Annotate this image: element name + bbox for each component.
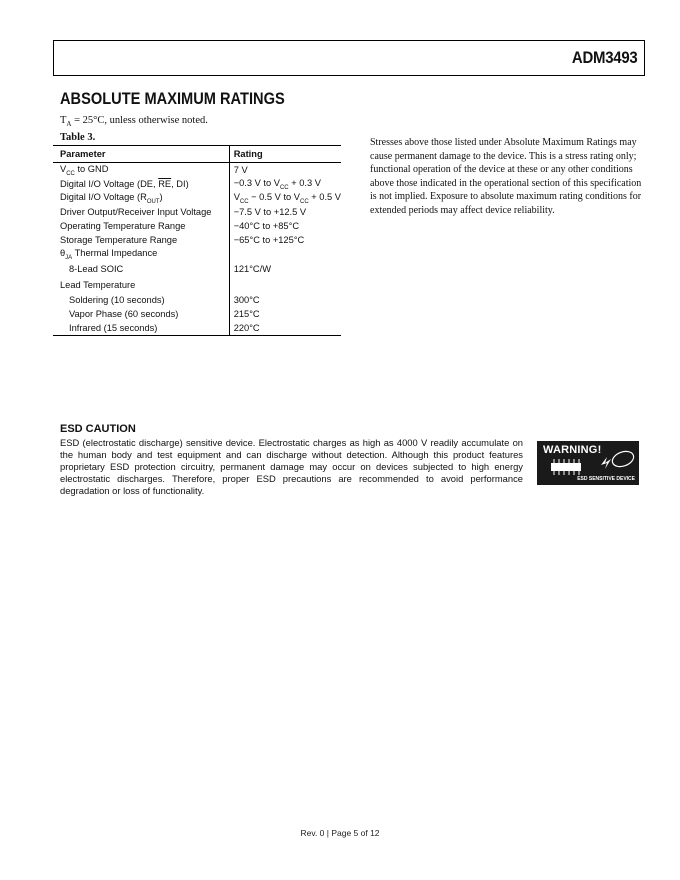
warning-label: WARNING!	[543, 444, 602, 456]
rating-cell: 300°C	[233, 295, 260, 305]
rating-cell: −7.5 V to +12.5 V	[233, 207, 307, 217]
rating-cell: 121°C/W	[233, 264, 272, 274]
param-text: Digital I/O Voltage (R	[60, 191, 147, 202]
rating-text: − 0.5 V to V	[248, 191, 301, 202]
esd-caution-text: ESD (electrostatic discharge) sensitive device. Electrostatic charges as high as 4000 V readily accumulate on the human body and test equipment and can discharge without detection. Although this product features proprietary ESD protection circuitry, permanent damage may occur on devices subjected to high energy electrostatic discharges. Therefore, proper ESD precautions are recommended to avoid performance degradation or loss of functionality.	[60, 437, 523, 496]
document-id: ADM3493	[571, 48, 637, 67]
table-row	[53, 277, 341, 293]
rating-text: −0.3 V to V	[233, 177, 280, 188]
param-cell	[53, 191, 229, 205]
param-sub: CC	[66, 170, 75, 177]
param-cell: Driver Output/Receiver Input Voltage	[53, 205, 229, 219]
table-row	[53, 177, 341, 191]
param-sub: OUT	[146, 198, 160, 205]
param-cell	[53, 247, 229, 261]
rating-text: + 0.5 V	[308, 191, 341, 202]
table-row	[53, 163, 341, 178]
param-cell: Soldering (10 seconds)	[53, 293, 229, 307]
esd-caution-title: ESD CAUTION	[60, 423, 136, 435]
param-text: , DI)	[171, 179, 189, 189]
table-row	[53, 205, 341, 219]
rating-sub: CC	[300, 198, 309, 205]
param-cell: 8-Lead SOIC	[53, 261, 229, 277]
header-rating: Rating	[229, 146, 341, 163]
ambient-text: = 25°C, unless otherwise noted.	[71, 115, 208, 126]
param-text: )	[159, 191, 163, 202]
stress-note: Stresses above those listed under Absolute Maximum Ratings may cause permanent damage to the device. This is a stress rating only; functional operation of the device at these or any other conditions above those indicated in the operational section of this specification is not implied. Exposure to absolute maximum rating conditions for extended periods may affect device reliability.	[370, 137, 642, 216]
table-caption: Table 3.	[60, 132, 96, 143]
param-cell: Vapor Phase (60 seconds)	[53, 307, 229, 321]
param-text: Thermal Impedance	[72, 247, 158, 258]
table-row	[53, 321, 341, 336]
ambient-symbol: T	[60, 115, 67, 126]
ambient-subscript: A	[66, 120, 72, 129]
table-row	[53, 247, 341, 261]
param-overline: $\overline{RE}$	[158, 179, 172, 189]
param-cell: Infrared (15 seconds)	[53, 321, 229, 336]
param-text: V	[60, 163, 67, 174]
param-sub: JA	[65, 254, 73, 261]
rating-sub: CC	[239, 198, 249, 205]
rating-cell: 215°C	[233, 309, 260, 319]
table-row	[53, 261, 341, 277]
table-row	[53, 219, 341, 233]
rating-cell	[229, 277, 341, 293]
rating-text: + 0.3 V	[288, 177, 321, 188]
warning-sublabel: ESD SENSITIVE DEVICE	[577, 476, 635, 482]
param-cell: Lead Temperature	[53, 277, 229, 293]
esd-warning-badge	[537, 441, 639, 485]
header-parameter: Parameter	[53, 146, 229, 163]
ambient-note	[60, 115, 208, 128]
rating-cell	[229, 177, 341, 191]
param-cell: Operating Temperature Range	[53, 219, 229, 233]
param-cell	[53, 177, 229, 191]
rating-text: V	[233, 191, 240, 202]
rating-cell: −65°C to +125°C	[233, 235, 305, 245]
param-cell	[53, 163, 229, 178]
table-header-row	[53, 146, 341, 163]
table-row	[53, 233, 341, 247]
rating-cell: 7 V	[233, 165, 248, 175]
rating-cell: −40°C to +85°C	[233, 221, 300, 231]
rating-cell: 220°C	[229, 321, 341, 336]
param-text: Digital I/O Voltage (DE,	[60, 179, 159, 189]
table-row	[53, 307, 341, 321]
rating-cell	[229, 191, 341, 205]
rating-cell	[229, 247, 341, 261]
section-title: ABSOLUTE MAXIMUM RATINGS	[60, 89, 285, 108]
table-row	[53, 293, 341, 307]
param-text: to GND	[74, 163, 109, 174]
table-row	[53, 191, 341, 205]
param-text: θ	[60, 247, 66, 258]
page-header	[53, 40, 645, 76]
ratings-table	[53, 145, 341, 336]
param-cell: Storage Temperature Range	[53, 233, 229, 247]
rating-sub: CC	[279, 184, 289, 191]
page-footer: Rev. 0 | Page 5 of 12	[300, 828, 380, 838]
